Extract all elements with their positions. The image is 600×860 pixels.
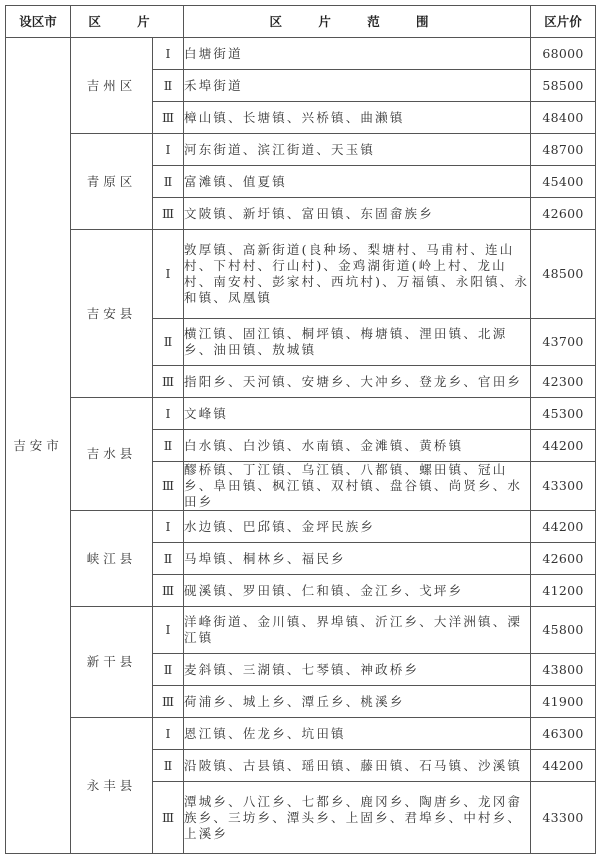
price-cell: 48400 bbox=[531, 102, 596, 134]
level-cell: Ⅱ bbox=[153, 543, 184, 575]
level-cell: Ⅰ bbox=[153, 398, 184, 430]
range-cell: 潭城乡、八江乡、七都乡、鹿冈乡、陶唐乡、龙冈畲族乡、三坊乡、潭头乡、上固乡、君埠乡、中村乡、上溪乡 bbox=[184, 782, 531, 854]
range-cell: 敦厚镇、高新街道(良种场、梨塘村、马甫村、连山村、下村村、行山村)、金鸡湖街道(岭上村、龙山村、南安村、彭家村、西坑村)、万福镇、永阳镇、永和镇、凤凰镇 bbox=[184, 230, 531, 319]
header-row bbox=[6, 6, 596, 38]
range-cell: 樟山镇、长塘镇、兴桥镇、曲濑镇 bbox=[184, 102, 531, 134]
district-cell: 吉水县 bbox=[71, 398, 153, 511]
level-cell: Ⅲ bbox=[153, 575, 184, 607]
district-cell: 吉安县 bbox=[71, 230, 153, 398]
level-cell: Ⅲ bbox=[153, 198, 184, 230]
price-cell: 41900 bbox=[531, 686, 596, 718]
price-cell: 44200 bbox=[531, 430, 596, 462]
district-cell: 永丰县 bbox=[71, 718, 153, 854]
price-cell: 43300 bbox=[531, 462, 596, 511]
price-cell: 44200 bbox=[531, 750, 596, 782]
table-row bbox=[6, 134, 596, 166]
table-row bbox=[6, 607, 596, 654]
level-cell: Ⅲ bbox=[153, 102, 184, 134]
range-cell: 白水镇、白沙镇、水南镇、金滩镇、黄桥镇 bbox=[184, 430, 531, 462]
table-row bbox=[6, 38, 596, 70]
level-cell: Ⅱ bbox=[153, 70, 184, 102]
table-row bbox=[6, 230, 596, 319]
land-price-table bbox=[5, 5, 596, 854]
range-cell: 水边镇、巴邱镇、金坪民族乡 bbox=[184, 511, 531, 543]
range-cell: 马埠镇、桐林乡、福民乡 bbox=[184, 543, 531, 575]
range-cell: 横江镇、固江镇、桐坪镇、梅塘镇、浬田镇、北源乡、油田镇、敖城镇 bbox=[184, 319, 531, 366]
table-row bbox=[6, 511, 596, 543]
range-cell: 河东街道、滨江街道、天玉镇 bbox=[184, 134, 531, 166]
price-cell: 48700 bbox=[531, 134, 596, 166]
header-range: 区 片 范 围 bbox=[184, 6, 531, 38]
range-cell: 文陂镇、新圩镇、富田镇、东固畲族乡 bbox=[184, 198, 531, 230]
district-cell: 吉州区 bbox=[71, 38, 153, 134]
level-cell: Ⅱ bbox=[153, 319, 184, 366]
price-cell: 43800 bbox=[531, 654, 596, 686]
header-city: 设区市 bbox=[6, 6, 71, 38]
level-cell: Ⅰ bbox=[153, 511, 184, 543]
level-cell: Ⅲ bbox=[153, 686, 184, 718]
price-cell: 44200 bbox=[531, 511, 596, 543]
price-cell: 43700 bbox=[531, 319, 596, 366]
range-cell: 荷浦乡、城上乡、潭丘乡、桃溪乡 bbox=[184, 686, 531, 718]
level-cell: Ⅰ bbox=[153, 607, 184, 654]
district-cell: 新干县 bbox=[71, 607, 153, 718]
price-cell: 42600 bbox=[531, 543, 596, 575]
city-cell: 吉安市 bbox=[6, 38, 71, 854]
district-cell: 青原区 bbox=[71, 134, 153, 230]
level-cell: Ⅱ bbox=[153, 430, 184, 462]
price-cell: 58500 bbox=[531, 70, 596, 102]
level-cell: Ⅱ bbox=[153, 166, 184, 198]
level-cell: Ⅲ bbox=[153, 366, 184, 398]
level-cell: Ⅱ bbox=[153, 654, 184, 686]
level-cell: Ⅲ bbox=[153, 782, 184, 854]
range-cell: 砚溪镇、罗田镇、仁和镇、金江乡、戈坪乡 bbox=[184, 575, 531, 607]
price-cell: 46300 bbox=[531, 718, 596, 750]
price-cell: 41200 bbox=[531, 575, 596, 607]
price-cell: 45400 bbox=[531, 166, 596, 198]
range-cell: 禾埠街道 bbox=[184, 70, 531, 102]
district-cell: 峡江县 bbox=[71, 511, 153, 607]
header-price: 区片价 bbox=[531, 6, 596, 38]
price-cell: 48500 bbox=[531, 230, 596, 319]
range-cell: 富滩镇、值夏镇 bbox=[184, 166, 531, 198]
price-cell: 45800 bbox=[531, 607, 596, 654]
range-cell: 麦斜镇、三湖镇、七琴镇、神政桥乡 bbox=[184, 654, 531, 686]
price-cell: 42600 bbox=[531, 198, 596, 230]
range-cell: 沿陂镇、古县镇、瑶田镇、藤田镇、石马镇、沙溪镇 bbox=[184, 750, 531, 782]
price-cell: 68000 bbox=[531, 38, 596, 70]
price-cell: 45300 bbox=[531, 398, 596, 430]
level-cell: Ⅰ bbox=[153, 230, 184, 319]
range-cell: 文峰镇 bbox=[184, 398, 531, 430]
level-cell: Ⅰ bbox=[153, 134, 184, 166]
header-district: 区 片 bbox=[71, 6, 184, 38]
range-cell: 醪桥镇、丁江镇、乌江镇、八都镇、螺田镇、冠山乡、阜田镇、枫江镇、双村镇、盘谷镇、尚贤乡、水田乡 bbox=[184, 462, 531, 511]
range-cell: 洋峰街道、金川镇、界埠镇、沂江乡、大洋洲镇、溧江镇 bbox=[184, 607, 531, 654]
range-cell: 恩江镇、佐龙乡、坑田镇 bbox=[184, 718, 531, 750]
table-row bbox=[6, 398, 596, 430]
range-cell: 白塘街道 bbox=[184, 38, 531, 70]
table-row bbox=[6, 718, 596, 750]
price-cell: 43300 bbox=[531, 782, 596, 854]
level-cell: Ⅲ bbox=[153, 462, 184, 511]
range-cell: 指阳乡、天河镇、安塘乡、大冲乡、登龙乡、官田乡 bbox=[184, 366, 531, 398]
level-cell: Ⅰ bbox=[153, 718, 184, 750]
price-cell: 42300 bbox=[531, 366, 596, 398]
level-cell: Ⅰ bbox=[153, 38, 184, 70]
level-cell: Ⅱ bbox=[153, 750, 184, 782]
